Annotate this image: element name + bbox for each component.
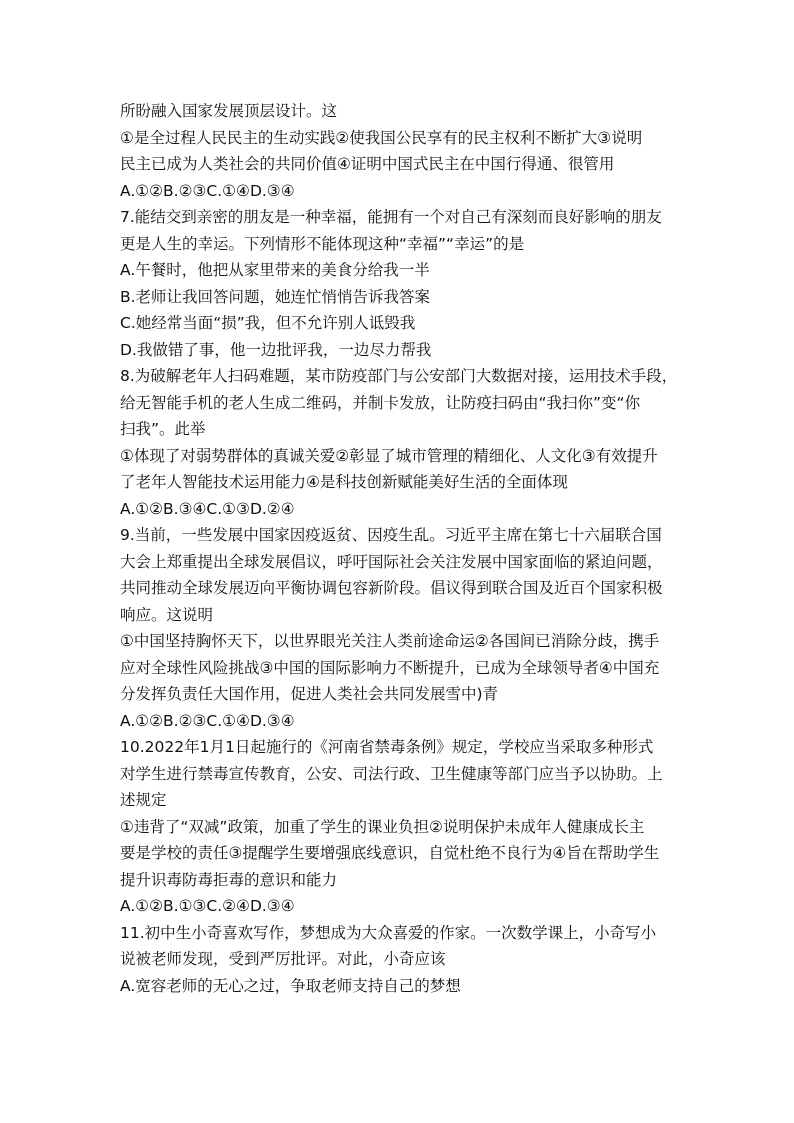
question-9: 9.当前，一些发展中国家因疫返贫、因疫生乱。习近平主席在第七十六届联合国 (120, 526, 662, 544)
text-line: ①体现了对弱势群体的真诚关爱②彰显了城市管理的精细化、人文化③有效提升 (120, 446, 658, 465)
text-line: 分发挥负责任大国作用，促进人类社会共同发展雪中)青 (120, 685, 499, 703)
answer-options: A.①②B.②③C.①④D.③④ (120, 711, 295, 730)
option-a: A.宽容老师的无心之过，争取老师支持自己的梦想 (120, 976, 461, 995)
text-line: 应对全球性风险挑战③中国的国际影响力不断提升，已成为全球领导者④中国充 (120, 658, 660, 677)
text-line: 了老年人智能技术运用能力④是科技创新赋能美好生活的全面体现 (120, 473, 568, 491)
text-line: ①是全过程人民民主的生动实践②使我国公民享有的民主权利不断扩大③说明 (120, 128, 643, 147)
text-line: 对学生进行禁毒宣传教育，公安、司法行政、卫生健康等部门应当予以协助。上 (120, 764, 663, 783)
answer-options: A.①②B.②③C.①④D.③④ (120, 181, 295, 200)
text-line: 共同推动全球发展迈向平衡协调包容新阶段。倡议得到联合国及近百个国家积极 (120, 579, 663, 597)
text-line: 扫我”。此举 (120, 420, 206, 438)
text-line: 要是学校的责任③提醒学生要增强底线意识，自觉杜绝不良行为④旨在帮助学生 (120, 844, 660, 862)
question-11: 11.初中生小奇喜欢写作，梦想成为大众喜爱的作家。一次数学课上，小奇写小 (120, 923, 657, 942)
document-page (120, 98, 680, 999)
text-line: 响应。这说明 (120, 605, 214, 624)
question-8: 8.为破解老年人扫码难题，某市防疫部门与公安部门大数据对接，运用技术手段， (120, 367, 678, 385)
question-10: 10.2022年1月1日起施行的《河南省禁毒条例》规定，学校应当采取多种形式 (120, 738, 654, 756)
text-line: 民主已成为人类社会的共同价值④证明中国式民主在中国行得通、很管用 (120, 155, 615, 173)
text-line: 提升识毒防毒拒毒的意识和能力 (120, 870, 338, 889)
question-7: 7.能结交到亲密的朋友是一种幸福，能拥有一个对自己有深刻而良好影响的朋友 (120, 208, 662, 226)
text-line: 述规定 (120, 791, 167, 809)
answer-options: A.①②B.①③C.②④D.③④ (120, 897, 295, 915)
option-d: D.我做错了事，他一边批评我，一边尽力帮我 (120, 340, 432, 359)
option-c: C.她经常当面“损”我，但不允许别人诋毁我 (120, 314, 416, 332)
option-a: A.午餐时，他把从家里带来的美食分给我一半 (120, 261, 430, 279)
text-line: 所盼融入国家发展顶层设计。这 (120, 102, 338, 120)
text-line: 给无智能手机的老人生成二维码，并制卡发放，让防疫扫码由“我扫你”变“你 (120, 393, 641, 412)
text-line: 更是人生的幸运。下列情形不能体现这种“幸福”“幸运”的是 (120, 234, 525, 253)
text-line: 说被老师发现，受到严厉批评。对此，小奇应该 (120, 950, 446, 968)
text-line: ①违背了“双减”政策，加重了学生的课业负担②说明保护未成年人健康成长主 (120, 817, 645, 836)
text-line: 大会上郑重提出全球发展倡议，呼吁国际社会关注发展中国家面临的紧迫问题， (120, 552, 663, 571)
option-b: B.老师让我回答问题，她连忙悄悄告诉我答案 (120, 287, 431, 306)
answer-options: A.①②B.③④C.①③D.②④ (120, 499, 295, 518)
text-line: ①中国坚持胸怀天下，以世界眼光关注人类前途命运②各国间已消除分歧，携手 (120, 632, 660, 650)
